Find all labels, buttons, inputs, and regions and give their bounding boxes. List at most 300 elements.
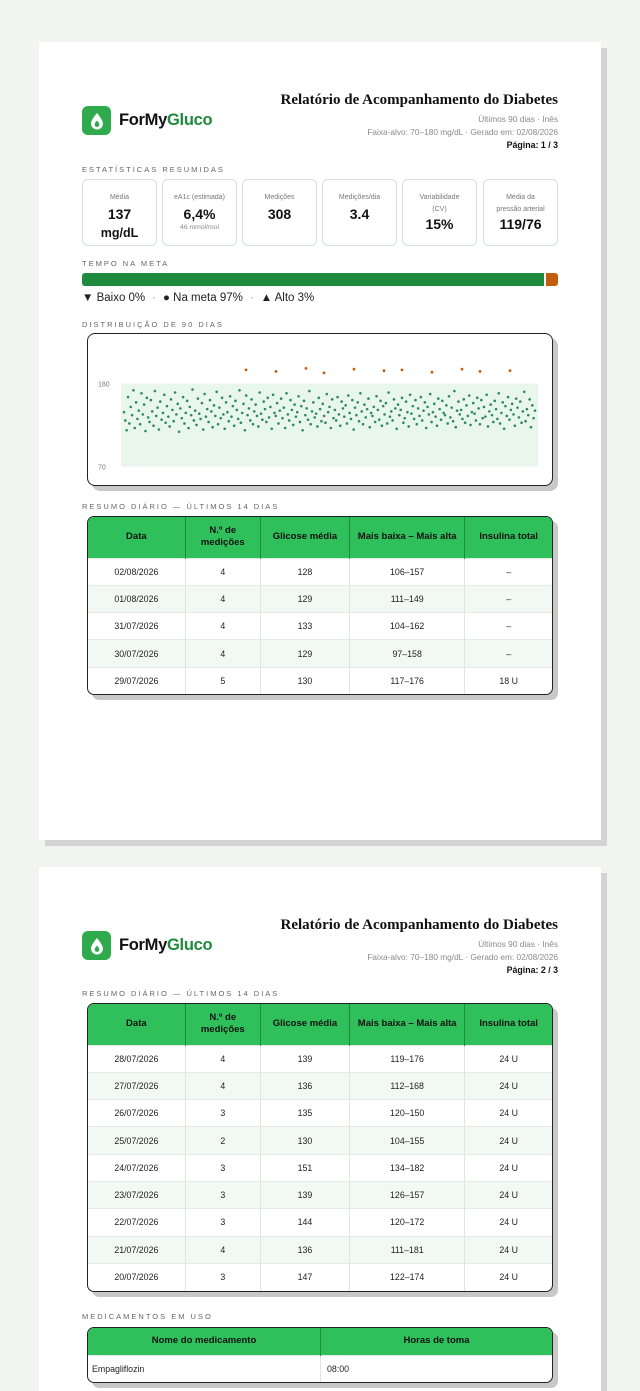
data-point [206, 408, 209, 411]
data-point [522, 410, 525, 413]
stat-card-mean: Média 137 mg/dL [82, 179, 157, 246]
medications-table [87, 1327, 553, 1383]
data-point [203, 393, 206, 396]
data-point [168, 425, 171, 428]
table-cell: 134–182 [350, 1154, 465, 1181]
data-point [501, 401, 504, 404]
data-point [515, 397, 518, 400]
data-point [432, 411, 435, 414]
data-point [434, 415, 437, 418]
time-in-range-heading: TEMPO NA META [82, 259, 170, 268]
high-data-point [383, 369, 386, 372]
table-cell: 97–158 [350, 640, 465, 667]
table-cell: 126–157 [350, 1181, 465, 1208]
data-point [519, 400, 522, 403]
data-point [252, 423, 255, 426]
data-point [381, 424, 384, 427]
data-point [133, 427, 136, 430]
data-point [364, 416, 367, 419]
column-header: N.º de medições [185, 1004, 260, 1045]
table-cell: – [465, 613, 552, 640]
data-point [457, 400, 460, 403]
table-cell: 26/07/2026 [88, 1100, 185, 1127]
column-header: Insulina total [465, 1004, 552, 1045]
table-row [88, 1236, 552, 1263]
table-cell: 24 U [465, 1045, 552, 1072]
high-data-point [245, 369, 248, 372]
data-point [389, 415, 392, 418]
data-point [285, 392, 288, 395]
distribution-heading: DISTRIBUIÇÃO DE 90 DIAS [82, 320, 224, 329]
data-point [253, 410, 256, 413]
table-cell: 20/07/2026 [88, 1263, 185, 1290]
data-point [171, 409, 174, 412]
data-point [320, 420, 323, 423]
data-point [480, 399, 483, 402]
table-cell: 3 [185, 1263, 260, 1290]
data-point [230, 415, 233, 418]
time-in-range-bar [82, 273, 558, 286]
daily-summary-heading: RESUMO DIÁRIO — ÚLTIMOS 14 DIAS [82, 989, 280, 998]
stat-card-variability: Variabilidade (CV) 15% [402, 179, 477, 246]
data-point [342, 407, 345, 410]
data-point [299, 421, 302, 424]
data-point [450, 406, 453, 409]
data-point [311, 410, 314, 413]
table-cell: 130 [260, 667, 349, 694]
data-point [244, 429, 247, 432]
data-point [248, 407, 251, 410]
data-point [475, 419, 478, 422]
data-point [301, 429, 304, 432]
data-point [131, 414, 134, 417]
data-point [454, 426, 457, 429]
table-cell: 106–157 [350, 558, 465, 585]
daily-summary-heading: RESUMO DIÁRIO — ÚLTIMOS 14 DIAS [82, 502, 280, 511]
data-point [346, 422, 349, 425]
data-point [197, 397, 200, 400]
table-cell: 104–162 [350, 613, 465, 640]
table-cell: 27/07/2026 [88, 1072, 185, 1099]
high-segment [544, 273, 558, 286]
data-point [429, 393, 432, 396]
data-point [444, 414, 447, 417]
data-point [260, 412, 263, 415]
data-point [223, 427, 226, 430]
data-point [449, 416, 452, 419]
data-point [485, 394, 488, 397]
table-cell: 117–176 [350, 667, 465, 694]
data-point [151, 410, 154, 413]
data-point [351, 399, 354, 402]
data-point [471, 411, 474, 414]
data-point [467, 415, 470, 418]
brand-name: ForMyGluco [119, 111, 213, 129]
data-point [491, 414, 494, 417]
data-point [508, 418, 511, 421]
data-point [340, 400, 343, 403]
data-point [146, 397, 149, 400]
data-point [304, 414, 307, 417]
data-point [481, 417, 484, 420]
table-cell: 24 U [465, 1263, 552, 1290]
data-point [170, 398, 173, 401]
data-point [332, 417, 335, 420]
data-point [184, 412, 187, 415]
high-data-point [275, 370, 278, 373]
data-point [330, 427, 333, 430]
table-cell: 24 U [465, 1072, 552, 1099]
table-row [88, 1209, 552, 1236]
data-point [375, 395, 378, 398]
drop-icon [82, 931, 111, 960]
data-point [128, 422, 131, 425]
data-point [158, 428, 161, 431]
data-point [350, 418, 353, 421]
data-point [312, 401, 315, 404]
data-point [390, 410, 393, 413]
table-cell: 23/07/2026 [88, 1181, 185, 1208]
data-point [140, 392, 143, 395]
data-point [270, 427, 273, 430]
report-meta: Faixa-alvo: 70–180 mg/dL · Gerado em: 02/08/2026 [367, 126, 558, 137]
data-point [284, 427, 287, 430]
data-point [382, 405, 385, 408]
table-cell: Empagliflozin [88, 1355, 321, 1382]
column-header: Nome do medicamento [88, 1328, 321, 1355]
data-point [155, 415, 158, 418]
data-point [233, 424, 236, 427]
table-cell: 111–149 [350, 585, 465, 612]
data-point [405, 400, 408, 403]
data-point [150, 399, 153, 402]
data-point [254, 403, 257, 406]
data-point [338, 413, 341, 416]
data-point [442, 412, 445, 415]
data-point [222, 413, 225, 416]
data-point [309, 423, 312, 426]
data-point [240, 421, 243, 424]
data-point [280, 397, 283, 400]
data-point [452, 420, 455, 423]
data-point [463, 398, 466, 401]
data-point [473, 412, 476, 415]
data-point [430, 421, 433, 424]
data-point [488, 410, 491, 413]
data-point [377, 409, 380, 412]
data-point [492, 421, 495, 424]
data-point [293, 403, 296, 406]
data-point [129, 406, 132, 409]
data-point [527, 414, 530, 417]
table-cell: 136 [260, 1236, 349, 1263]
data-point [503, 427, 506, 430]
data-point [530, 426, 533, 429]
table-cell: 144 [260, 1209, 349, 1236]
data-point [288, 419, 291, 422]
data-point [487, 425, 490, 428]
table-cell: 4 [185, 1072, 260, 1099]
high-data-point [461, 368, 464, 371]
data-point [395, 427, 398, 430]
data-point [425, 427, 428, 430]
data-point [367, 397, 370, 400]
data-point [374, 421, 377, 424]
data-point [303, 400, 306, 403]
data-point [132, 389, 135, 392]
data-point [373, 406, 376, 409]
data-point [526, 408, 529, 411]
data-point [362, 423, 365, 426]
data-point [139, 423, 142, 426]
data-point [327, 411, 330, 414]
high-data-point [305, 367, 308, 370]
table-cell: 135 [260, 1100, 349, 1127]
report-page-1 [39, 42, 601, 840]
data-point [472, 402, 475, 405]
data-point [352, 428, 355, 431]
table-cell: 24 U [465, 1154, 552, 1181]
data-point [326, 393, 329, 396]
data-point [234, 400, 237, 403]
report-subtitle: Últimos 90 dias · Inês [478, 114, 558, 124]
data-point [500, 412, 503, 415]
table-cell: 24/07/2026 [88, 1154, 185, 1181]
data-point [245, 394, 248, 397]
data-point [316, 425, 319, 428]
data-point [215, 390, 218, 393]
data-point [213, 404, 216, 407]
table-cell: 5 [185, 667, 260, 694]
data-point [401, 397, 404, 400]
y-tick-label: 180 [98, 381, 110, 389]
data-point [257, 425, 260, 428]
data-point [477, 407, 480, 410]
data-point [221, 397, 224, 400]
data-point [292, 424, 295, 427]
daily-summary-table-1 [87, 516, 553, 695]
table-cell: 119–176 [350, 1045, 465, 1072]
data-point [497, 392, 500, 395]
table-cell: – [465, 558, 552, 585]
table-row [88, 1181, 552, 1208]
table-cell: 139 [260, 1045, 349, 1072]
data-point [195, 424, 198, 427]
data-point [411, 405, 414, 408]
data-point [191, 388, 194, 391]
brand-logo [82, 106, 212, 135]
data-point [201, 402, 204, 405]
summary-heading: ESTATÍSTICAS RESUMIDAS [82, 165, 225, 174]
data-point [379, 400, 382, 403]
data-point [348, 412, 351, 415]
data-point [331, 398, 334, 401]
table-cell: 24 U [465, 1127, 552, 1154]
table-cell: 18 U [465, 667, 552, 694]
data-point [426, 406, 429, 409]
data-point [413, 418, 416, 421]
data-point [417, 407, 420, 410]
data-point [334, 409, 337, 412]
data-point [360, 410, 363, 413]
data-point [458, 413, 461, 416]
data-point [231, 405, 234, 408]
table-cell: 104–155 [350, 1127, 465, 1154]
data-point [179, 407, 182, 410]
data-point [189, 406, 192, 409]
data-point [148, 421, 151, 424]
data-point [187, 427, 190, 430]
data-point [236, 409, 239, 412]
data-point [295, 415, 298, 418]
drop-icon [82, 106, 111, 135]
table-cell: 122–174 [350, 1263, 465, 1290]
high-data-point [509, 369, 512, 372]
data-point [300, 405, 303, 408]
data-point [229, 395, 232, 398]
data-point [363, 403, 366, 406]
legend-low: ▼ Baixo 0% [82, 292, 146, 304]
data-point [175, 413, 178, 416]
data-point [441, 400, 444, 403]
column-header: Data [88, 1004, 185, 1045]
table-cell: 129 [260, 640, 349, 667]
data-point [354, 406, 357, 409]
table-cell: 151 [260, 1154, 349, 1181]
report-header [82, 917, 558, 977]
data-point [531, 404, 534, 407]
data-point [370, 412, 373, 415]
data-point [479, 423, 482, 426]
data-point [194, 409, 197, 412]
page-number: Página: 1 / 3 [506, 140, 558, 150]
table-row [88, 1127, 552, 1154]
column-header: Mais baixa – Mais alta [350, 517, 465, 558]
report-header [82, 92, 558, 152]
high-data-point [323, 372, 326, 375]
legend-high: ▲ Alto 3% [260, 292, 315, 304]
column-header: Glicose média [260, 1004, 349, 1045]
data-point [512, 413, 515, 416]
data-point [180, 417, 183, 420]
data-point [127, 396, 130, 399]
data-point [524, 420, 527, 423]
y-tick-label: 70 [98, 464, 106, 472]
table-row [88, 1100, 552, 1127]
data-point [124, 419, 127, 422]
data-point [207, 421, 210, 424]
data-point [416, 423, 419, 426]
data-point [256, 415, 259, 418]
data-point [328, 406, 331, 409]
table-cell: 21/07/2026 [88, 1236, 185, 1263]
data-point [324, 421, 327, 424]
data-point [414, 399, 417, 402]
data-point [162, 412, 165, 415]
table-cell: 30/07/2026 [88, 640, 185, 667]
data-point [448, 395, 451, 398]
table-cell: 24 U [465, 1209, 552, 1236]
data-point [476, 397, 479, 400]
data-point [242, 403, 245, 406]
data-point [437, 397, 440, 400]
page-number: Página: 2 / 3 [506, 965, 558, 975]
table-row [88, 1154, 552, 1181]
data-point [276, 402, 279, 405]
data-point [262, 400, 265, 403]
data-point [421, 419, 424, 422]
data-point [211, 426, 214, 429]
data-point [258, 391, 261, 394]
data-point [269, 406, 272, 409]
data-point [238, 389, 241, 392]
table-cell: 130 [260, 1127, 349, 1154]
data-point [398, 414, 401, 417]
scatter-plot [88, 334, 551, 484]
data-point [499, 422, 502, 425]
data-point [518, 416, 521, 419]
brand-name: ForMyGluco [119, 936, 213, 954]
data-point [172, 420, 175, 423]
report-page-2 [39, 867, 601, 1391]
table-row [88, 1355, 552, 1382]
data-point [266, 397, 269, 400]
data-point [308, 390, 311, 393]
data-point [186, 400, 189, 403]
table-cell: 139 [260, 1181, 349, 1208]
column-header: N.º de medições [185, 517, 260, 558]
table-cell: 22/07/2026 [88, 1209, 185, 1236]
table-cell: 128 [260, 558, 349, 585]
data-point [125, 429, 128, 432]
data-point [202, 428, 205, 431]
table-cell: 3 [185, 1100, 260, 1127]
table-cell: 4 [185, 1045, 260, 1072]
data-point [516, 406, 519, 409]
data-point [167, 415, 170, 418]
table-cell: 08:00 [321, 1355, 553, 1382]
data-point [182, 396, 185, 399]
data-point [343, 415, 346, 418]
report-meta: Faixa-alvo: 70–180 mg/dL · Gerado em: 02/08/2026 [367, 951, 558, 962]
data-point [383, 413, 386, 416]
table-cell: 4 [185, 585, 260, 612]
data-point [178, 430, 181, 433]
time-in-range-legend: ▼ Baixo 0% · ● Na meta 97% · ▲ Alto 3% [82, 292, 315, 304]
brand-logo [82, 931, 212, 960]
data-point [511, 403, 514, 406]
column-header: Data [88, 517, 185, 558]
in-range-segment [82, 273, 544, 286]
data-point [433, 403, 436, 406]
data-point [274, 415, 277, 418]
table-cell: – [465, 640, 552, 667]
data-point [386, 422, 389, 425]
data-point [156, 406, 159, 409]
table-row [88, 1263, 552, 1290]
data-point [504, 405, 507, 408]
data-point [399, 409, 402, 412]
high-data-point [401, 369, 404, 372]
data-point [385, 402, 388, 405]
table-row [88, 1045, 552, 1072]
table-cell: 2 [185, 1127, 260, 1154]
data-point [287, 413, 290, 416]
data-point [368, 426, 371, 429]
data-point [226, 411, 229, 414]
table-cell: 31/07/2026 [88, 613, 185, 640]
data-point [336, 396, 339, 399]
